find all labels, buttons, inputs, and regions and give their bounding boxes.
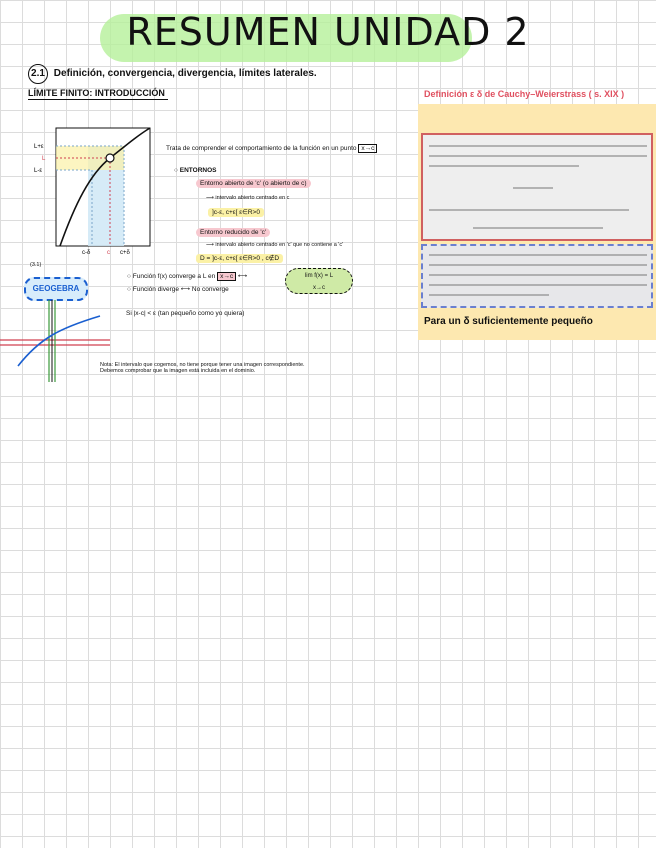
converge-box: x→c <box>217 272 236 281</box>
double-arrow-icon: ⟷ <box>237 273 248 280</box>
intro-sentence: Trata de comprender el comportamiento de la función en un punto <box>166 145 357 152</box>
geogebra-sketch <box>0 300 110 382</box>
subheading: LÍMITE FINITO: INTRODUCCIÓN <box>28 88 168 100</box>
y-label-upper: L+ε <box>34 144 44 150</box>
x-label-right: c+δ <box>120 250 130 256</box>
reduced-formula-text: D = ]c-ε, c+ε[ ε∈R>0 , c∉D <box>196 254 283 263</box>
note-line-2: Debemos comprobar que la imagen está incluida en el dominio. <box>100 368 256 374</box>
converge-text: Función f(x) converge a L en <box>132 273 216 280</box>
convergence-line <box>127 272 247 280</box>
limit-cloud: lim f(x) = L x→c <box>285 268 353 294</box>
geogebra-curve <box>18 316 100 366</box>
open-formula-text: ]c-ε, c+ε[ ε∈R>0 <box>208 208 264 217</box>
definition-footer: Para un δ suficientemente pequeño <box>424 316 593 327</box>
open-formula <box>208 208 264 216</box>
definition-photo <box>421 133 653 241</box>
epsilon-text: Si |x-c| < ε (tan pequeño como yo quiera) <box>126 310 245 317</box>
note-line-1: Nota: El intervalo que cogemos, no tiene porque tener una imagen correspondiente. <box>100 362 305 368</box>
figure-ref: (3.1) <box>30 262 42 268</box>
reduced-formula <box>196 254 283 262</box>
limit-graph <box>30 124 160 256</box>
bullet-icon: ○ <box>127 273 131 280</box>
geogebra-badge: GEOGEBRA <box>24 277 88 301</box>
note <box>100 362 420 374</box>
open-neighborhood-desc <box>206 195 289 201</box>
section-heading <box>28 64 317 84</box>
arrow-right-icon: ⟶ <box>206 242 214 248</box>
explanation-photo <box>421 244 653 308</box>
open-desc: intervalo abierto centrado en c <box>215 195 290 201</box>
bullet-icon: ○ <box>174 167 178 174</box>
arrow-right-icon: ⟶ <box>206 195 214 201</box>
intro-box: x→c <box>358 144 377 153</box>
open-label: Entorno abierto de 'c' (o abierto de c) <box>196 179 311 188</box>
diverge-text: Función diverge ⟷ No converge <box>132 286 229 293</box>
reduced-desc: intervalo abierto centrado en 'c' que no contiene a 'c' <box>215 242 344 248</box>
entornos-title: ENTORNOS <box>179 167 217 174</box>
definition-heading: Definición ε δ de Cauchy–Weierstrass ( s. XIX ) <box>424 89 625 99</box>
section-number: 2.1 <box>28 64 48 84</box>
open-neighborhood-label <box>196 180 311 187</box>
x-label-left: c-δ <box>82 250 91 256</box>
reduced-neighborhood-desc <box>206 242 343 248</box>
page-title: RESUMEN UNIDAD 2 <box>126 10 530 54</box>
bullet-icon: ○ <box>127 286 131 293</box>
intro-text <box>166 145 377 152</box>
reduced-label: Entorno reducido de 'c' <box>196 228 270 237</box>
x-label-c: c <box>107 250 110 256</box>
section-title: Definición, convergencia, divergencia, límites laterales. <box>53 68 317 79</box>
y-label-lower: L-ε <box>34 168 43 174</box>
y-label-l: L <box>42 156 46 162</box>
reduced-neighborhood-label <box>196 229 270 236</box>
entornos-label <box>174 167 216 174</box>
divergence-line <box>127 285 229 293</box>
limit-point <box>106 154 114 162</box>
